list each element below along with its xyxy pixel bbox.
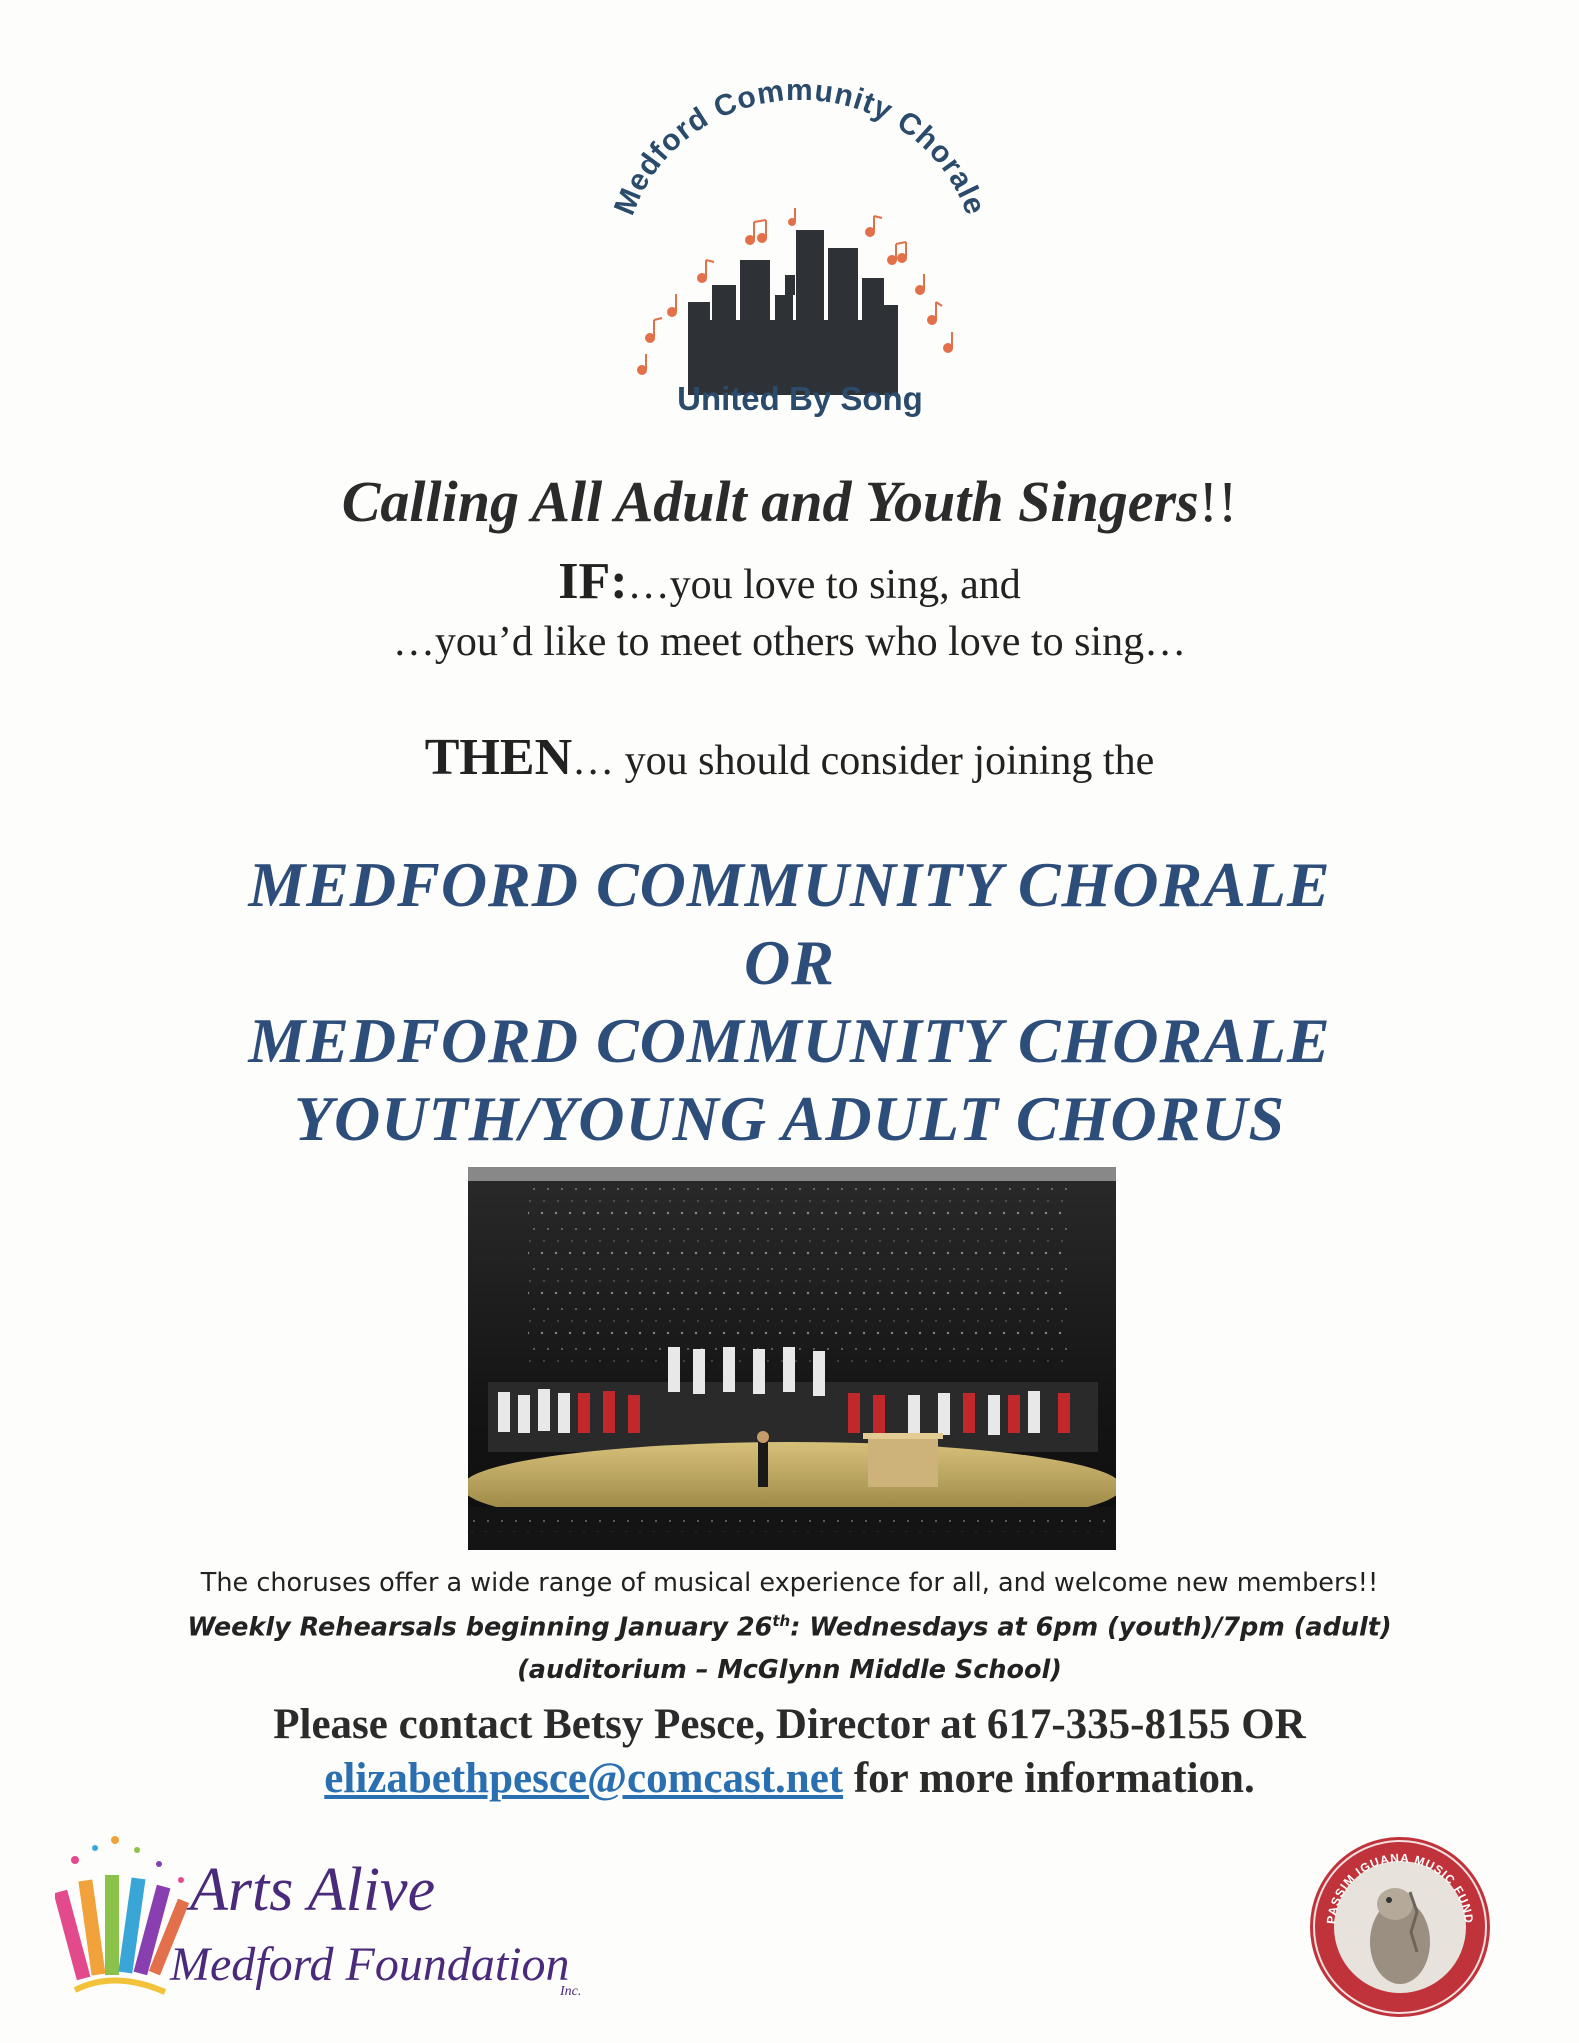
- rehearsal-sup: th: [772, 1612, 791, 1630]
- passim-iguana-logo: [1305, 1832, 1495, 2022]
- contact-line-2: [0, 1754, 1579, 1803]
- if-line-2: …you’d like to meet others who love to sing…: [392, 619, 1187, 665]
- chorale-title-1: MEDFORD COMMUNITY CHORALE: [248, 849, 1331, 920]
- chorale-logo: [580, 80, 1020, 430]
- headline: [0, 468, 1579, 535]
- then-rest: … you should consider joining the: [572, 738, 1155, 784]
- contact-rest: for more information.: [843, 1755, 1255, 1802]
- logo-arc-text: Medford Community Chorale: [607, 80, 993, 220]
- if-rest: …you love to sing, and: [627, 562, 1021, 608]
- headline-text: Calling All Adult and Youth Singers: [341, 469, 1199, 534]
- or-separator: OR: [744, 927, 835, 998]
- if-line: [0, 552, 1579, 611]
- chorale-title-2: MEDFORD COMMUNITY CHORALE: [248, 1005, 1331, 1076]
- offer-text: The choruses offer a wide range of musical experience for all, and welcome new members!!: [200, 1568, 1379, 1598]
- medford-foundation-text: Medford Foundation: [170, 1938, 570, 1991]
- youth-chorus-title: YOUTH/YOUNG ADULT CHORUS: [293, 1083, 1286, 1154]
- rehearsal-location: (auditorium – McGlynn Middle School): [517, 1655, 1062, 1685]
- rehearsal-schedule: [0, 1612, 1579, 1643]
- if-lead: IF:: [558, 553, 628, 610]
- email-link[interactable]: elizabethpesce@comcast.net: [324, 1755, 844, 1802]
- headline-exclaim: !!: [1198, 469, 1238, 534]
- chorus-performance-photo: [468, 1167, 1116, 1550]
- inc-text: Inc.: [560, 1984, 582, 1999]
- rehearsal-pre: Weekly Rehearsals beginning January 26: [187, 1612, 773, 1643]
- logo-tagline: United By Song: [677, 380, 923, 417]
- svg-text:Medford Community Chorale: [608, 80, 992, 220]
- passim-ring-text: PASSIM IGUANA MUSIC FUND: [1323, 1850, 1477, 1925]
- skyline-icon: [688, 230, 898, 395]
- then-line: [0, 728, 1579, 787]
- rehearsal-post: : Wednesdays at 6pm (youth)/7pm (adult): [790, 1612, 1392, 1643]
- contact-line: Please contact Betsy Pesce, Director at 617-335-8155 OR: [273, 1701, 1306, 1748]
- arts-alive-text: Arts Alive: [190, 1856, 436, 1924]
- then-lead: THEN: [424, 729, 573, 786]
- arts-alive-logo: [55, 1820, 615, 2020]
